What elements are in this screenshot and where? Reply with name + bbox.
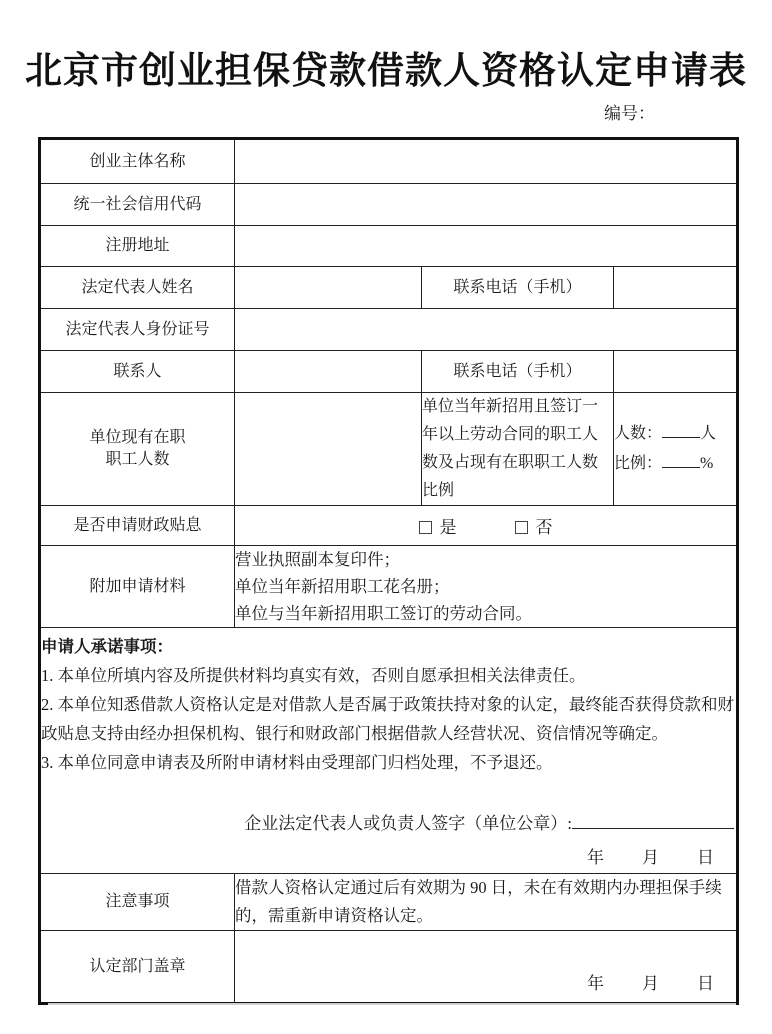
table-row (40, 931, 738, 1004)
staff-count-field[interactable] (235, 393, 422, 506)
serial-value-field[interactable] (655, 102, 735, 119)
staff-count-label-line1: 单位现有在职 (89, 429, 186, 446)
subsidy-option-no (515, 513, 553, 538)
promise-item: 1. 本单位所填内容及所提供材料均真实有效，否则自愿承担相关法律责任。 (41, 665, 586, 685)
attachment-item: 单位与当年新招用职工签订的劳动合同。 (235, 604, 532, 623)
application-table (38, 137, 739, 1005)
signature-row (41, 809, 736, 838)
serial-label: 编号： (604, 104, 655, 123)
signature-label: 企业法定代表人或负责人签字（单位公章）: (244, 813, 573, 833)
table-row (40, 628, 738, 874)
promise-item: 3. 本单位同意申请表及所附申请材料由受理部门归档处理，不予退还。 (41, 752, 553, 772)
ratio-label: 比例： (614, 455, 663, 472)
checkbox-no[interactable] (515, 521, 528, 534)
page-title: 北京市创业担保贷款借款人资格认定申请表 (25, 50, 747, 91)
date-year-label: 年 (587, 847, 605, 867)
legal-rep-name-field[interactable] (235, 267, 422, 309)
promise-date-field[interactable] (41, 846, 736, 870)
legal-rep-phone-label: 联系电话（手机） (422, 267, 614, 309)
checkbox-yes[interactable] (419, 521, 432, 534)
staff-count-label-line2: 职工人数 (105, 451, 170, 468)
notice-label: 注意事项 (40, 874, 235, 931)
legal-rep-phone-field[interactable] (614, 267, 738, 309)
contact-phone-field[interactable] (614, 351, 738, 393)
applicant-promise-section (40, 628, 738, 874)
stamp-field[interactable] (235, 931, 738, 1004)
date-month-label: 月 (642, 974, 660, 993)
table-row (40, 351, 738, 393)
table-row (40, 226, 738, 267)
legal-rep-id-field[interactable] (235, 309, 738, 351)
contact-person-field[interactable] (235, 351, 422, 393)
stamp-date-field[interactable] (587, 969, 714, 994)
serial-row (604, 99, 735, 124)
subsidy-options (235, 513, 736, 538)
attachments-label: 附加申请材料 (40, 546, 235, 628)
signature-field[interactable] (572, 812, 734, 829)
table-row (40, 309, 738, 351)
credit-code-label: 统一社会信用代码 (40, 184, 235, 226)
contact-phone-label: 联系电话（手机） (422, 351, 614, 393)
count-field[interactable] (662, 422, 700, 438)
new-hire-description: 单位当年新招用且签订一年以上劳动合同的职工人数及占现有在职职工人数比例 (422, 393, 614, 506)
ratio-field[interactable] (662, 452, 700, 468)
new-hire-stats-cell (614, 393, 738, 506)
notice-text: 借款人资格认定通过后有效期为 90 日，未在有效期内办理担保手续的，需重新申请资格认定。 (235, 874, 738, 931)
table-row (40, 184, 738, 226)
date-day-label: 日 (697, 974, 715, 993)
table-row (40, 506, 738, 546)
promise-item: 2. 本单位知悉借款人资格认定是对借款人是否属于政策扶持对象的认定，最终能否获得贷款和财政贴息支持由经办担保机构、银行和财政部门根据借款人经营状况、资信情况等确定。 (41, 694, 734, 743)
date-month-label: 月 (642, 847, 660, 867)
table-row (40, 267, 738, 309)
staff-count-label (40, 393, 235, 506)
new-hire-ratio-line (614, 449, 736, 479)
credit-code-field[interactable] (235, 184, 738, 226)
registered-address-label: 注册地址 (40, 226, 235, 267)
table-row (40, 393, 738, 506)
subsidy-option-yes (419, 513, 457, 538)
count-unit: 人 (700, 425, 717, 442)
table-row (40, 139, 738, 184)
date-year-label: 年 (587, 974, 605, 993)
attachments-list (235, 546, 738, 628)
ratio-unit: % (700, 455, 714, 472)
count-label: 人数： (614, 425, 663, 442)
legal-rep-name-label: 法定代表人姓名 (40, 267, 235, 309)
attachment-item: 营业执照副本复印件； (235, 550, 400, 569)
legal-rep-id-label: 法定代表人身份证号 (40, 309, 235, 351)
checkbox-no-label: 否 (535, 518, 553, 537)
scan-artifact-line (48, 1003, 736, 1005)
new-hire-count-line (614, 419, 736, 449)
attachment-item: 单位当年新招用职工花名册； (235, 577, 450, 596)
subsidy-options-cell (235, 506, 738, 546)
promise-heading: 申请人承诺事项： (41, 636, 173, 656)
business-name-field[interactable] (235, 139, 738, 184)
subsidy-label: 是否申请财政贴息 (40, 506, 235, 546)
date-day-label: 日 (697, 847, 715, 867)
checkbox-yes-label: 是 (439, 518, 457, 537)
table-row (40, 546, 738, 628)
registered-address-field[interactable] (235, 226, 738, 267)
business-name-label: 创业主体名称 (40, 139, 235, 184)
stamp-label: 认定部门盖章 (40, 931, 235, 1004)
contact-person-label: 联系人 (40, 351, 235, 393)
table-row (40, 874, 738, 931)
